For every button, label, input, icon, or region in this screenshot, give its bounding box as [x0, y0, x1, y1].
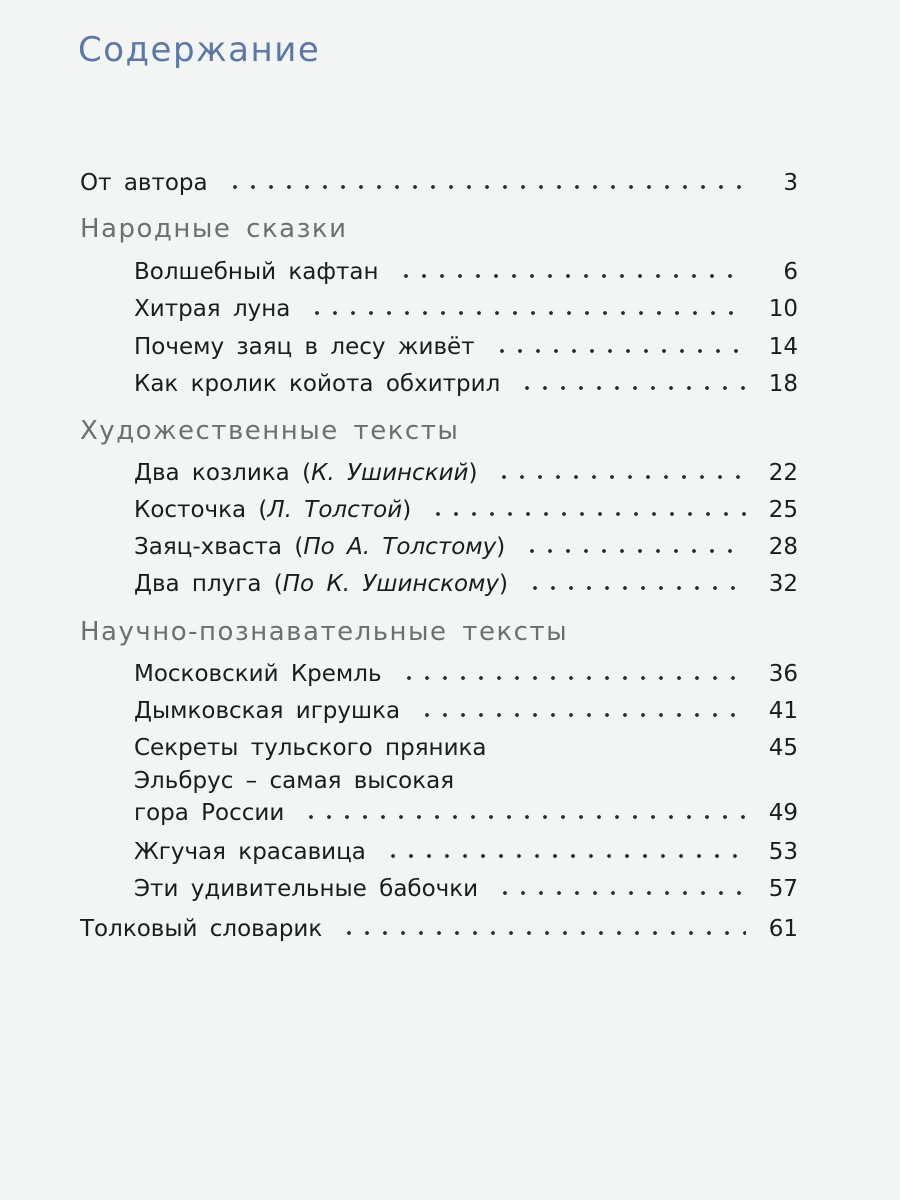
dot-leader: [400, 676, 746, 680]
toc-entry[interactable]: [134, 693, 798, 729]
toc-entry-label: Толковый словарик: [80, 916, 323, 942]
dot-leader: [496, 891, 746, 895]
toc-entry-label: Хитрая луна: [134, 296, 291, 322]
toc-page-number: 6: [783, 259, 798, 285]
toc-entry-label: Почему заяц в лесу живёт: [134, 334, 475, 360]
toc-page-number: 49: [768, 800, 798, 826]
toc-entry[interactable]: [134, 366, 798, 402]
toc-entry-label: гора России: [134, 800, 285, 826]
dot-leader: [526, 586, 746, 590]
toc-entry-label: Московский Кремль: [134, 661, 382, 687]
toc-page-number: 57: [768, 876, 798, 902]
toc-page-number: 18: [768, 371, 798, 397]
toc-entry[interactable]: [134, 795, 798, 831]
dot-leader: [495, 475, 746, 479]
author-name: К. Ушинский: [311, 460, 469, 486]
toc-page-number: 45: [768, 735, 798, 761]
toc-entry-label: Два козлика (К. Ушинский): [134, 460, 478, 486]
toc-page-number: 22: [768, 460, 798, 486]
dot-leader: [308, 311, 746, 315]
dot-leader: [226, 185, 746, 189]
toc-entry-label: От автора: [80, 170, 208, 196]
toc-entry[interactable]: [134, 834, 798, 870]
toc-entry[interactable]: [134, 730, 798, 766]
toc-entry[interactable]: [134, 492, 798, 528]
toc-entry-label: Дымковская игрушка: [134, 698, 401, 724]
toc-entry-label: Заяц-хваста (По А. Толстому): [134, 534, 506, 560]
toc-page-number: 10: [768, 296, 798, 322]
toc-entry[interactable]: [134, 254, 798, 290]
dot-leader: [418, 713, 746, 717]
toc-entry[interactable]: [134, 656, 798, 692]
toc-page-number: 28: [768, 534, 798, 560]
toc-page-number: 61: [768, 916, 798, 942]
toc-entry-from-author[interactable]: [80, 165, 798, 201]
toc-entry-label-line1: Эльбрус – самая высокая: [134, 768, 455, 794]
toc-entry-label: Как кролик койота обхитрил: [134, 371, 501, 397]
toc-entry[interactable]: [134, 455, 798, 491]
dot-leader: [429, 512, 746, 516]
dot-leader: [518, 386, 746, 390]
toc-page-number: 53: [768, 839, 798, 865]
toc-page-number: 14: [768, 334, 798, 360]
toc-page-number: 3: [783, 170, 798, 196]
dot-leader: [397, 274, 746, 278]
toc-entry[interactable]: [134, 566, 798, 602]
toc-page-number: 41: [768, 698, 798, 724]
section-heading-folk-tales: Народные сказки: [80, 214, 348, 244]
toc-entry-label: Эти удивительные бабочки: [134, 876, 479, 902]
section-heading-science-texts: Научно-познавательные тексты: [80, 617, 569, 647]
toc-entry-label: Секреты тульского пряника: [134, 735, 487, 761]
dot-leader: [384, 854, 746, 858]
dot-leader: [493, 349, 746, 353]
toc-entry-label: Волшебный кафтан: [134, 259, 379, 285]
toc-entry[interactable]: [134, 329, 798, 365]
author-name: Л. Толстой: [267, 497, 403, 523]
dot-leader: [523, 549, 746, 553]
toc-entry[interactable]: [134, 291, 798, 327]
page-title: Содержание: [78, 30, 321, 70]
toc-entry-label: Два плуга (По К. Ушинскому): [134, 571, 508, 597]
dot-leader: [340, 931, 746, 935]
toc-entry-label: Жгучая красавица: [134, 839, 366, 865]
dot-leader: [302, 815, 746, 819]
toc-entry[interactable]: [134, 871, 798, 907]
section-heading-literary-texts: Художественные тексты: [80, 416, 460, 446]
toc-page-number: 25: [768, 497, 798, 523]
toc-page-number: 36: [768, 661, 798, 687]
toc-page-number: 32: [768, 571, 798, 597]
author-name: По А. Толстому: [303, 534, 497, 560]
toc-entry-glossary[interactable]: [80, 911, 798, 947]
toc-entry[interactable]: [134, 529, 798, 565]
toc-entry-label: Косточка (Л. Толстой): [134, 497, 412, 523]
author-name: По К. Ушинскому: [282, 571, 500, 597]
